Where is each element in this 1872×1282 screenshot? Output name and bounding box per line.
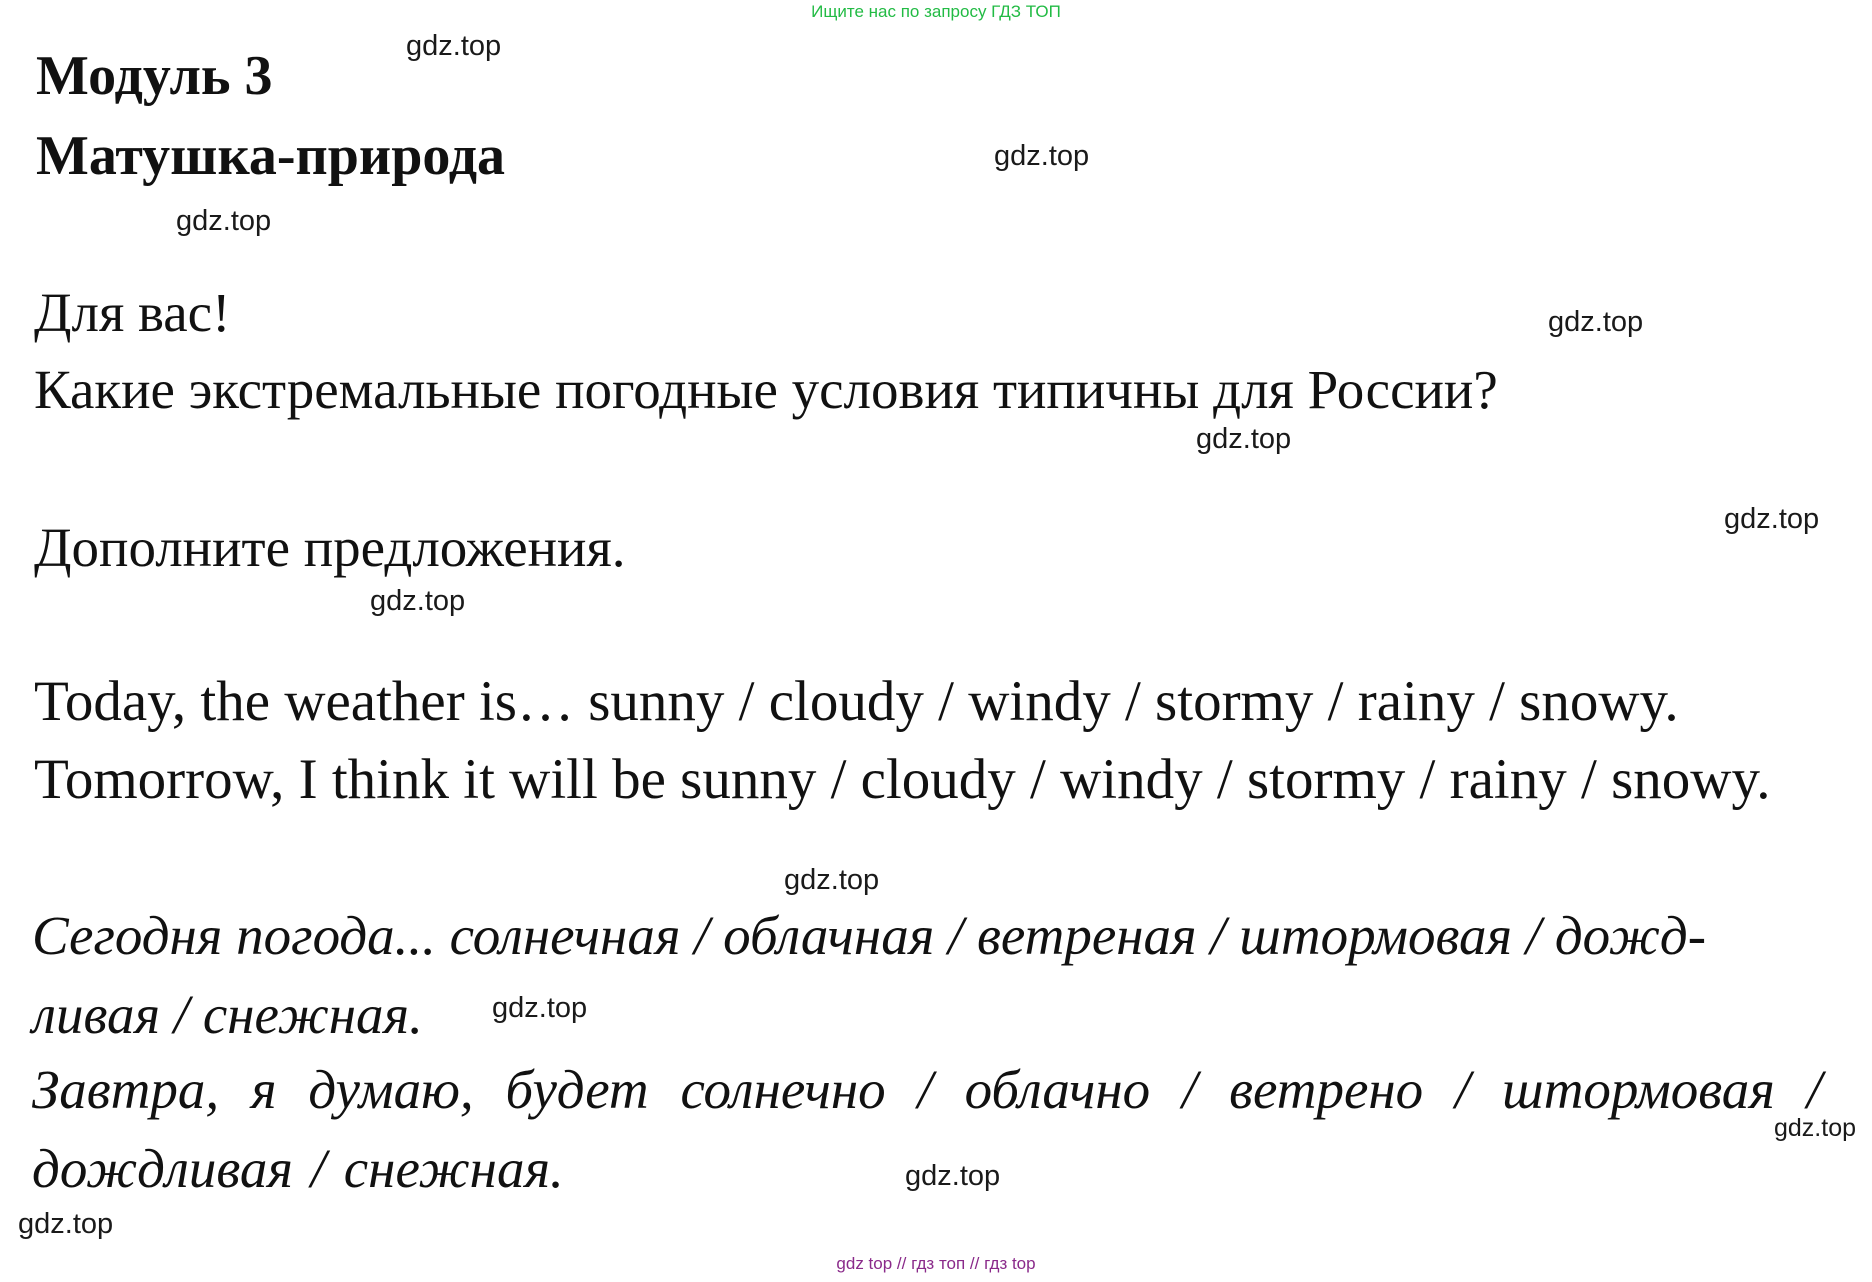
watermark: gdz.top bbox=[406, 30, 502, 62]
watermark: gdz.top bbox=[18, 1208, 114, 1240]
top-banner: Ищите нас по запросу ГДЗ ТОП bbox=[811, 2, 1061, 21]
task-instruction: Дополните предложения. bbox=[34, 517, 626, 578]
translation-today-line-2: ливая / снежная. bbox=[32, 984, 423, 1045]
sentence-today: Today, the weather is… sunny / cloudy / windy / stormy / rainy / snowy. bbox=[34, 670, 1679, 733]
intro-question: Какие экстремальные погодные условия типичны для России? bbox=[34, 359, 1498, 420]
intro-label: Для вас! bbox=[34, 282, 231, 343]
translation-today-line-1: Сегодня погода... солнечная / облачная / ветреная / штормовая / дожд- bbox=[32, 905, 1707, 966]
watermark: gdz.top bbox=[1548, 306, 1644, 338]
module-subtitle: Матушка-природа bbox=[36, 125, 506, 187]
watermark: gdz.top bbox=[1724, 503, 1820, 535]
sentence-tomorrow: Tomorrow, I think it will be sunny / cloudy / windy / stormy / rainy / snowy. bbox=[34, 748, 1771, 811]
module-title: Модуль 3 bbox=[36, 45, 273, 107]
translation-tomorrow: Завтра, я думаю, будет солнечно / облачно / ветрено / штормовая / дождливая / снежная. bbox=[32, 1059, 1822, 1199]
watermark: gdz.top bbox=[905, 1160, 1001, 1192]
watermark: gdz.top bbox=[994, 140, 1090, 172]
watermark: gdz.top bbox=[492, 992, 588, 1024]
translation-today bbox=[32, 896, 1822, 1054]
watermark: gdz.top bbox=[784, 864, 880, 896]
watermark: gdz.top bbox=[1774, 1114, 1857, 1142]
watermark: gdz.top bbox=[176, 205, 272, 237]
footer-links: gdz top // гдз топ // гдз top bbox=[836, 1254, 1036, 1273]
watermark: gdz.top bbox=[1196, 423, 1292, 455]
watermark: gdz.top bbox=[370, 585, 466, 617]
